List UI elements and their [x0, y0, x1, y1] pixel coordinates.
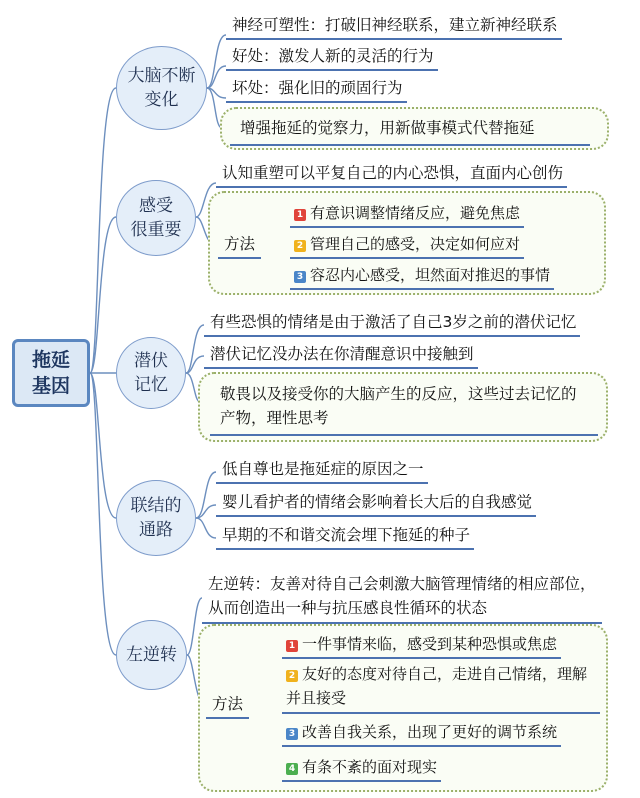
leaf-harm: 坏处：强化旧的顽固行为 — [226, 77, 407, 103]
method-item — [282, 721, 561, 747]
note-awareness: 增强拖延的觉察力，用新做事模式代替拖延 — [230, 112, 590, 146]
leaf-left-shift-definition: 左逆转：友善对待自己会刺激大脑管理情绪的相应部位，从而创造出一种与抗压感良性循环的状态 — [202, 572, 602, 624]
leaf-low-self-esteem: 低自尊也是拖延症的原因之一 — [216, 458, 428, 484]
topic-feelings: 感受 很重要 — [116, 180, 196, 256]
leaf-unreachable-memory: 潜伏记忆没办法在你清醒意识中接触到 — [204, 343, 478, 369]
number-badge-1: 1 — [294, 209, 306, 221]
method-item-text: 友好的态度对待自己，走进自己情绪，理解并且接受 — [286, 665, 588, 707]
leaf-cognitive-reframing: 认知重塑可以平复自己的内心恐惧，直面内心创伤 — [216, 162, 567, 188]
leaf-benefit: 好处：激发人新的灵活的行为 — [226, 45, 438, 71]
method-item — [282, 662, 600, 714]
leaf-caregiver-emotions: 婴儿看护者的情绪会影响着长大后的自我感觉 — [216, 491, 536, 517]
method-label: 方法 — [218, 233, 261, 259]
method-item-text: 有意识调整情绪反应，避免焦虑 — [310, 204, 521, 222]
topic-connection-pathway: 联结的 通路 — [116, 480, 196, 556]
number-badge-2: 2 — [294, 240, 306, 252]
leaf-fear-activation: 有些恐惧的情绪是由于激活了自己3岁之前的潜伏记忆 — [204, 311, 580, 337]
leaf-early-disharmony: 早期的不和谐交流会埋下拖延的种子 — [216, 524, 474, 550]
method-item — [282, 756, 441, 782]
number-badge-3: 3 — [294, 271, 306, 283]
topic-brain-change: 大脑不断 变化 — [116, 46, 207, 130]
number-badge-2: 2 — [286, 670, 298, 682]
method-item — [290, 202, 524, 228]
method-item-text: 改善自我关系，出现了更好的调节系统 — [302, 723, 558, 741]
note-rational-thinking: 敬畏以及接受你的大脑产生的反应，这些过去记忆的产物，理性思考 — [210, 378, 598, 436]
topic-left-shift: 左逆转 — [116, 620, 187, 690]
method-label: 方法 — [206, 693, 249, 719]
topic-latent-memory: 潜伏 记忆 — [116, 337, 186, 409]
root-node: 拖延 基因 — [12, 339, 90, 407]
number-badge-3: 3 — [286, 728, 298, 740]
leaf-neuroplasticity: 神经可塑性：打破旧神经联系，建立新神经联系 — [226, 14, 562, 40]
method-item — [290, 264, 554, 290]
number-badge-1: 1 — [286, 640, 298, 652]
method-item-text: 容忍内心感受，坦然面对推迟的事情 — [310, 266, 551, 284]
number-badge-4: 4 — [286, 763, 298, 775]
method-item-text: 一件事情来临，感受到某种恐惧或焦虑 — [302, 635, 558, 653]
method-item — [290, 233, 524, 259]
method-item-text: 有条不紊的面对现实 — [302, 758, 438, 776]
method-item — [282, 633, 561, 659]
method-item-text: 管理自己的感受，决定如何应对 — [310, 235, 521, 253]
